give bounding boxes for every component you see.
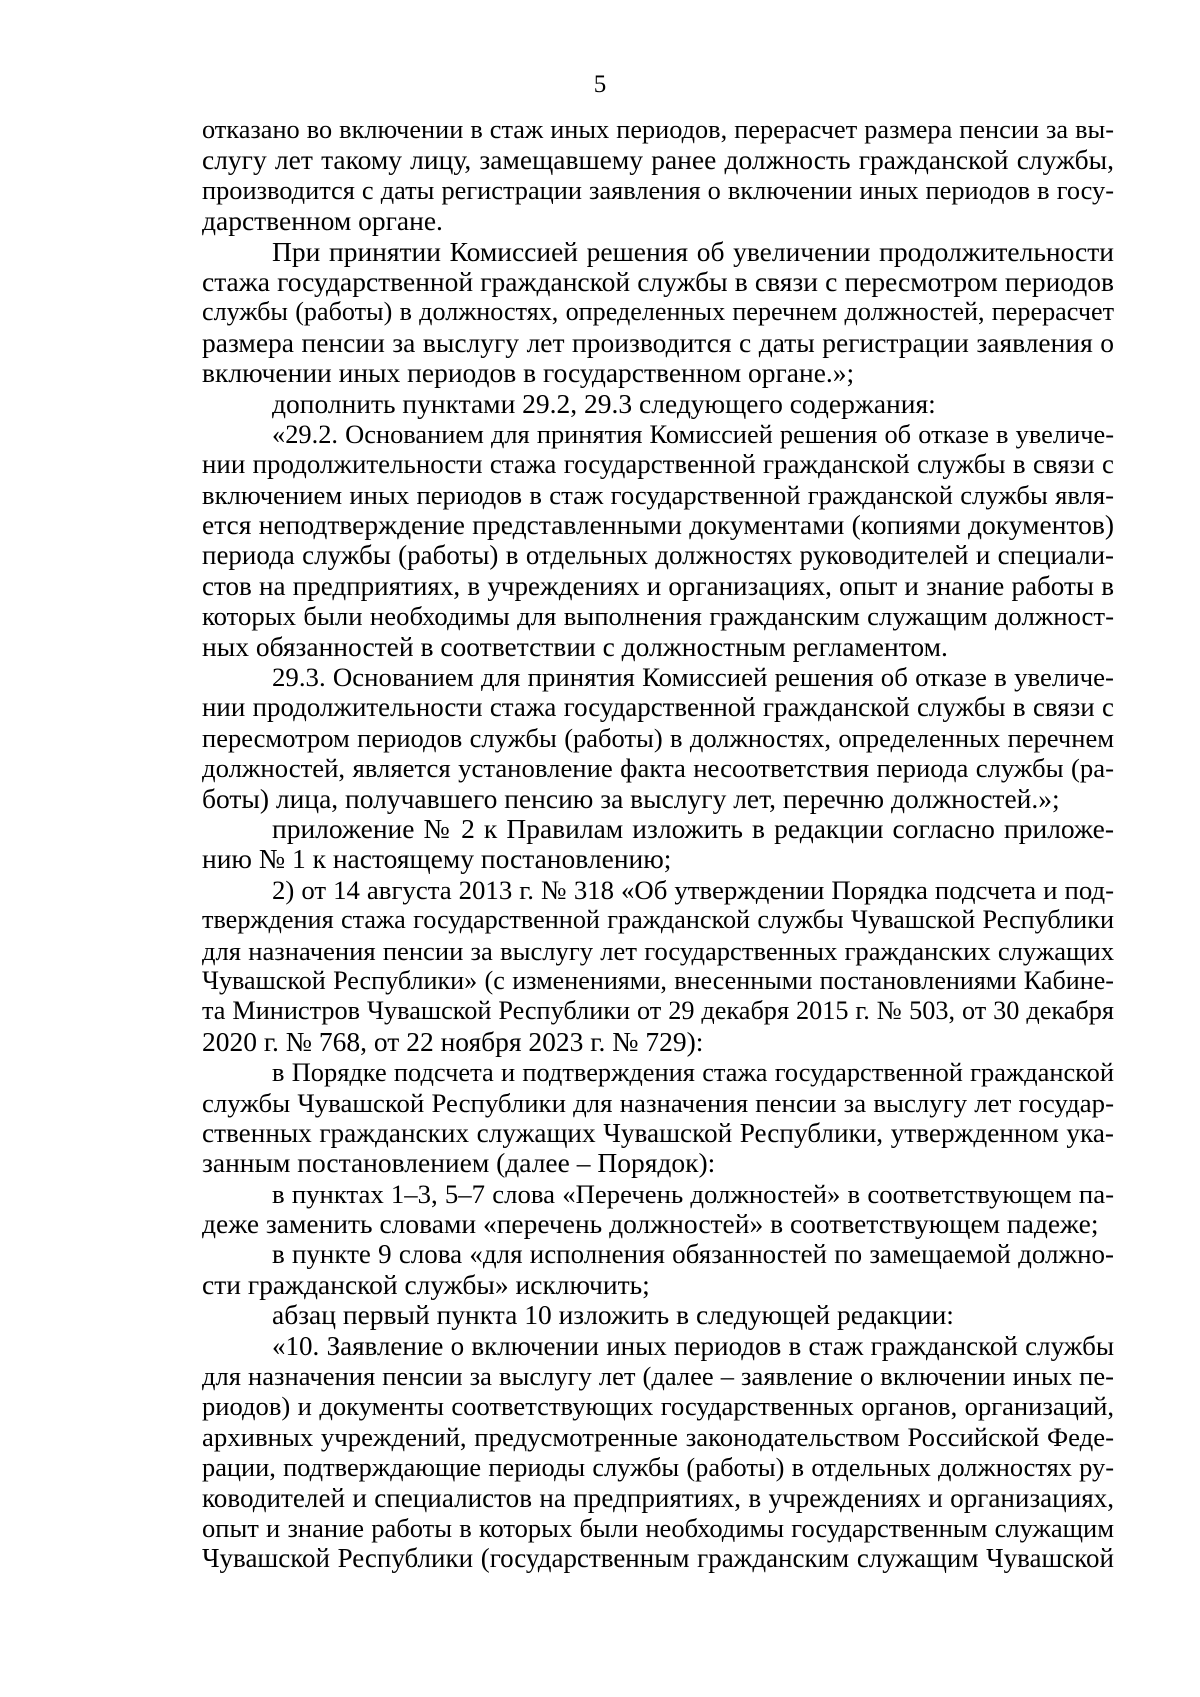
text-line: абзац первый пункта 10 изложить в следующей редакции: bbox=[272, 1299, 954, 1331]
text-line: пересмотром периодов службы (работы) в должностях, определенных перечнем bbox=[202, 722, 1114, 753]
text-line: включением иных периодов в стаж государственной гражданской службы явля- bbox=[202, 479, 1114, 510]
text-line: стажа государственной гражданской службы в связи с пересмотром периодов bbox=[202, 265, 1114, 297]
text-line: сти гражданской службы» исключить; bbox=[202, 1268, 650, 1300]
text-line: деже заменить словами «перечень должностей» в соответствующем падеже; bbox=[202, 1208, 1099, 1240]
text-line: которых были необходимы для выполнения гражданским служащим должност- bbox=[202, 601, 1114, 632]
text-line: стов на предприятиях, в учреждениях и организациях, опыт и знание работы в bbox=[202, 570, 1114, 601]
text-line: «10. Заявление о включении иных периодов в стаж гражданской службы bbox=[272, 1330, 1114, 1361]
text-line: размера пенсии за выслугу лет производится с даты регистрации заявления о bbox=[202, 326, 1114, 358]
text-line: «29.2. Основанием для принятия Комиссией решения об отказе в увеличе- bbox=[272, 418, 1114, 449]
text-line: приложение № 2 к Правилам изложить в редакции согласно приложе- bbox=[272, 812, 1114, 844]
text-line: занным постановлением (далее – Порядок): bbox=[202, 1147, 716, 1179]
text-line: в пунктах 1–3, 5–7 слова «Перечень должностей» в соответствующем па- bbox=[272, 1178, 1114, 1209]
text-line: ных обязанностей в соответствии с должностным регламентом. bbox=[202, 630, 948, 662]
text-line: производится с даты регистрации заявления о включении иных периодов в госу- bbox=[202, 175, 1114, 205]
text-line: для назначения пенсии за выслугу лет (далее – заявление о включении иных пе- bbox=[202, 1361, 1114, 1392]
document-body bbox=[202, 115, 1114, 1574]
text-line: 2020 г. № 768, от 22 ноября 2023 г. № 729): bbox=[202, 1025, 704, 1057]
text-line: 2) от 14 августа 2013 г. № 318 «Об утверждении Порядка подсчета и под- bbox=[272, 874, 1114, 905]
text-line: ется неподтверждение представленными документами (копиями документов) bbox=[202, 509, 1114, 541]
text-line: дополнить пунктами 29.2, 29.3 следующего содержания: bbox=[272, 387, 936, 419]
page-number: 5 bbox=[593, 71, 607, 98]
text-line: ственных гражданских служащих Чувашской Республики, утвержденном ука- bbox=[202, 1117, 1114, 1148]
text-line: в Порядке подсчета и подтверждения стажа государственной гражданской bbox=[272, 1057, 1114, 1088]
text-line: нии продолжительности стажа государственной гражданской службы в связи с bbox=[202, 692, 1114, 723]
text-line: периода службы (работы) в отдельных должностях руководителей и специали- bbox=[202, 540, 1114, 571]
text-line: Чувашской Республики (государственным гражданским служащим Чувашской bbox=[202, 1543, 1114, 1574]
text-line: риодов) и документы соответствующих государственных органов, организаций, bbox=[202, 1391, 1114, 1422]
text-line: для назначения пенсии за выслугу лет государственных гражданских служащих bbox=[202, 935, 1114, 966]
text-line: нии продолжительности стажа государственной гражданской службы в связи с bbox=[202, 449, 1114, 480]
text-line: включении иных периодов в государственном органе.»; bbox=[202, 357, 855, 389]
text-line: боты) лица, получавшего пенсию за выслугу лет, перечню должностей.»; bbox=[202, 782, 1060, 814]
text-line: та Министров Чувашской Республики от 29 декабря 2015 г. № 503, от 30 декабря bbox=[202, 996, 1114, 1026]
text-line: рации, подтверждающие периоды службы (работы) в отдельных должностях ру- bbox=[202, 1452, 1114, 1483]
text-line: отказано во включении в стаж иных периодов, перерасчет размера пенсии за вы- bbox=[202, 115, 1114, 144]
text-line: должностей, является установление факта несоответствия периода службы (ра- bbox=[202, 753, 1114, 784]
text-line: службы (работы) в должностях, определенных перечнем должностей, перерасчет bbox=[202, 297, 1114, 327]
text-line: ководителей и специалистов на предприятиях, в учреждениях и организациях, bbox=[202, 1482, 1114, 1513]
text-line: службы Чувашской Республики для назначения пенсии за выслугу лет государ- bbox=[202, 1087, 1114, 1118]
text-line: слугу лет такому лицу, замещавшему ранее должность гражданской службы, bbox=[202, 144, 1114, 176]
text-line: тверждения стажа государственной гражданской службы Чувашской Республики bbox=[202, 905, 1114, 935]
text-line: в пункте 9 слова «для исполнения обязанностей по замещаемой должно- bbox=[272, 1239, 1114, 1270]
text-line: архивных учреждений, предусмотренные законодательством Российской Феде- bbox=[202, 1421, 1114, 1452]
text-line: дарственном органе. bbox=[202, 205, 443, 237]
text-line: опыт и знание работы в которых были необходимы государственным служащим bbox=[202, 1512, 1114, 1543]
text-line: 29.3. Основанием для принятия Комиссией решения об отказе в увеличе- bbox=[272, 662, 1114, 693]
text-line: Чувашской Республики» (с изменениями, внесенными постановлениями Кабине- bbox=[202, 965, 1114, 995]
text-line: нию № 1 к настоящему постановлению; bbox=[202, 843, 672, 875]
text-line: При принятии Комиссией решения об увеличении продолжительности bbox=[272, 235, 1114, 267]
